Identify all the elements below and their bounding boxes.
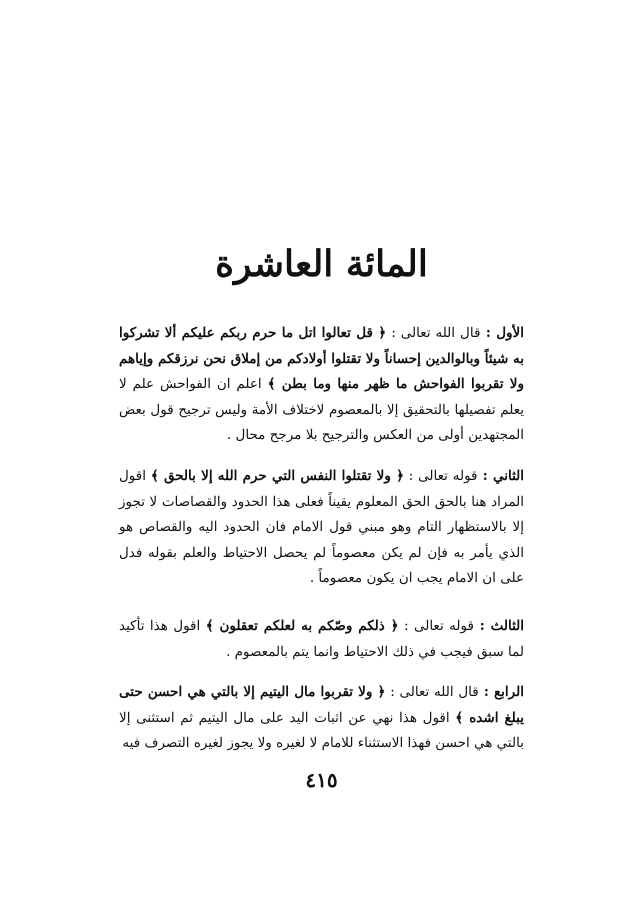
section-lead: الثاني : (477, 468, 525, 484)
section-first (119, 321, 524, 449)
section-second (119, 464, 524, 592)
section-lead: الأول : (480, 325, 524, 341)
quran-quote: ﴿ ذلكم وصّكم به لعلكم تعقلون ﴾ (205, 618, 399, 634)
section-fourth (119, 680, 524, 757)
section-intro: قوله تعالى : (404, 468, 478, 484)
section-intro: قوله تعالى : (398, 618, 474, 634)
section-intro: قال الله تعالى : (386, 325, 481, 341)
section-intro: قال الله تعالى : (385, 684, 479, 700)
section-lead: الرابع : (478, 684, 524, 700)
section-paragraph (119, 464, 524, 592)
section-body: اقول هذا نهي عن اثبات اليد على مال اليتيم ثم استثنى إلا بالتي هي احسن فهذا الاستثناء للامام لا لغيره ولا يجوز لغيره التصرف فيه (119, 709, 524, 751)
section-body: اقول المراد هنا بالحق الحق المعلوم يقيناً فعلى هذا الحدود والقصاصات لا تجوز إلا بالاستظهار التام وهو مبني قول الامام فان الحدود اليه والقصاص هو الذي يأمر به فإن لم يكن معصوماً لم يحصل الاحتياط والعلم بقوله فدل على ان الامام يجب ان يكون معصوماً . (119, 468, 524, 586)
section-paragraph (119, 614, 524, 665)
section-third (119, 614, 524, 665)
chapter-heading: المائة العاشرة (215, 243, 428, 285)
section-lead: الثالث : (473, 618, 525, 634)
section-body: اعلم ان الفواحش علم لا يعلم تفصيلها بالتحقيق إلا بالمعصوم لاختلاف الأمة وليس ترجيح قول بعض المجتهدين أولى من العكس والترجيح بلا مرجح محال . (119, 376, 524, 443)
quran-quote: ﴿ قل تعالوا اتل ما حرم ربكم عليكم ألا تشركوا به شيئاً وبالوالدين إحساناً ولا تقتلوا أولادكم من إملاق نحن نرزقكم وإياهم ولا تقربوا الفواحش ما ظهر منها وما بطن ﴾ (119, 325, 524, 392)
quran-quote: ﴿ ولا تقتلوا النفس التي حرم الله إلا بالحق ﴾ (150, 468, 404, 484)
quran-quote: ﴿ ولا تقربوا مال اليتيم إلا بالتي هي احسن حتى يبلغ اشده ﴾ (119, 684, 524, 726)
section-paragraph (119, 680, 524, 757)
section-paragraph (119, 321, 524, 449)
section-body: اقول هذا تأكيد لما سبق فيجب في ذلك الاحتياط وانما يتم بالمعصوم . (119, 618, 524, 660)
page-number: ٤١٥ (305, 768, 338, 792)
